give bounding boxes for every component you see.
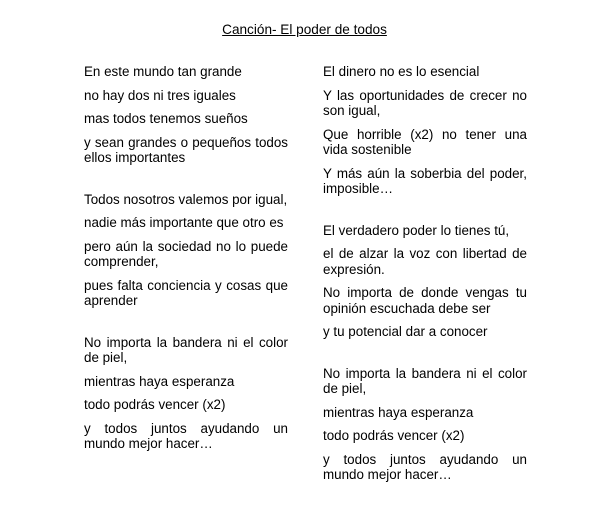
- lyric-line: No importa de donde vengas tu opinión escuchada debe ser: [323, 285, 527, 316]
- lyric-line: Y las oportunidades de crecer no son igual,: [323, 87, 527, 118]
- stanza-5: [323, 223, 527, 340]
- lyric-line: todo podrás vencer (x2): [84, 397, 226, 412]
- lyric-line: no hay dos ni tres iguales: [84, 87, 236, 103]
- lyric-line: todo podrás vencer (x2): [323, 428, 465, 443]
- right-column: [323, 64, 527, 491]
- lyric-line: El dinero no es lo esencial: [323, 64, 480, 79]
- lyric-line: El verdadero poder lo tienes tú,: [323, 222, 510, 238]
- lyric-line: y todos juntos ayudando un mundo mejor hacer…: [323, 451, 527, 482]
- lyric-line: mas todos tenemos sueños: [84, 111, 248, 126]
- stanza-3: [84, 335, 288, 452]
- lyric-line: pues falta conciencia y cosas que aprender: [84, 277, 288, 308]
- lyric-line: No importa la bandera ni el color de piel,: [84, 334, 288, 365]
- song-title: Canción- El poder de todos: [222, 22, 387, 37]
- lyric-line: En este mundo tan grande: [84, 64, 242, 79]
- lyric-line: pero aún la sociedad no lo puede comprender,: [84, 238, 288, 269]
- lyric-line: y tu potencial dar a conocer: [323, 324, 488, 339]
- stanza-1: [84, 64, 288, 166]
- lyric-line: Que horrible (x2) no tener una vida sostenible: [323, 126, 527, 157]
- lyric-line: Y más aún la soberbia del poder, imposible…: [323, 165, 527, 196]
- lyric-line: nadie más importante que otro es: [84, 215, 284, 230]
- stanza-4: [323, 64, 527, 197]
- left-column: [84, 64, 288, 460]
- lyric-line: mientras haya esperanza: [323, 404, 474, 420]
- stanza-2: [84, 192, 288, 309]
- lyric-line: Todos nosotros valemos por igual,: [84, 191, 288, 207]
- lyric-line: No importa la bandera ni el color de piel,: [323, 365, 527, 396]
- stanza-6: [323, 366, 527, 483]
- lyric-line: el de alzar la voz con libertad de expresión.: [323, 246, 527, 277]
- lyric-line: y todos juntos ayudando un mundo mejor hacer…: [84, 420, 288, 451]
- lyric-line: y sean grandes o pequeños todos ellos importantes: [84, 134, 288, 165]
- lyric-line: mientras haya esperanza: [84, 373, 235, 389]
